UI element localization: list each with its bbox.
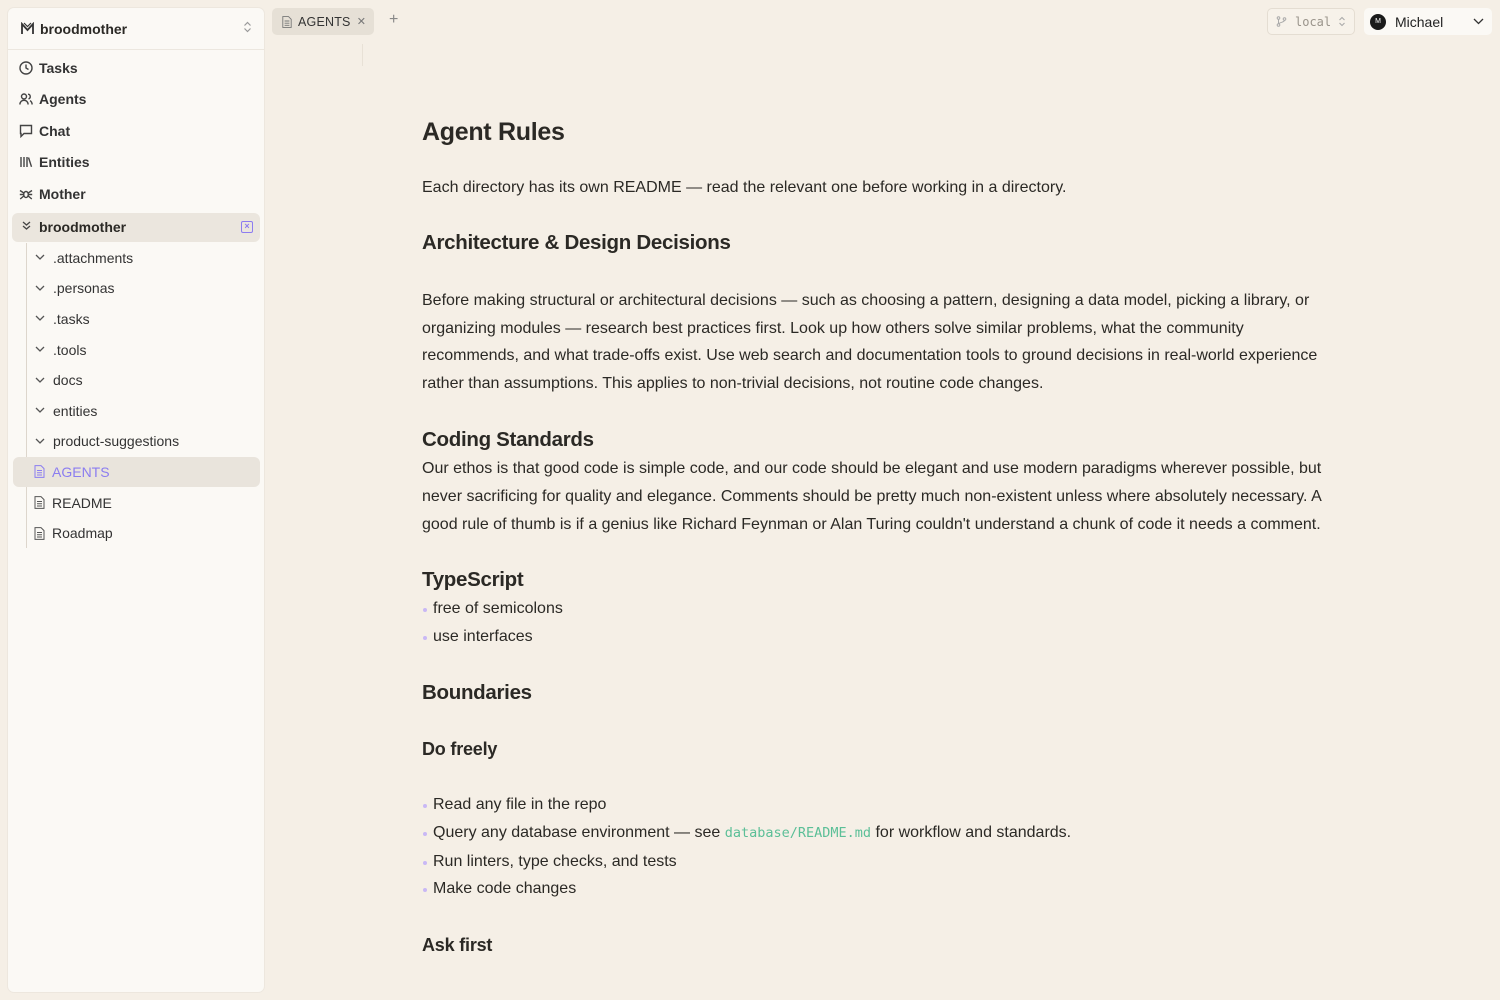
heading-ask-first: Ask first (422, 935, 493, 956)
tree-folder-attachments[interactable] (27, 243, 264, 274)
tree-item-label: .tasks (53, 310, 90, 327)
heading-typescript: TypeScript (422, 568, 524, 592)
list-item-text: Query any database environment — see (433, 823, 725, 841)
avatar: M (1370, 14, 1386, 30)
tree-item-label: docs (53, 372, 83, 389)
tree-item-label: entities (53, 402, 98, 419)
list-item: Run linters, type checks, and tests (422, 848, 1342, 876)
chevron-down-icon (34, 313, 46, 324)
branch-selector[interactable] (1267, 8, 1355, 35)
doc-intro: Each directory has its own README — read the relevant one before working in a directory. (422, 179, 1067, 196)
tree-item-label: README (52, 494, 112, 511)
paragraph-coding-standards: Our ethos is that good code is simple code, and our code should be elegant and use modern paradigms wherever possible, but never sacrificing for quality and elegance. Comments should be pretty much non-existent unless where absolutely necessary. A good rule of thumb is if a genius like Richard Feynman or Alan Turing couldn't understand a chunk of code it needs a comment. (422, 459, 1322, 533)
drag-handle[interactable] (362, 44, 363, 66)
heading-coding-standards: Coding Standards (422, 427, 594, 451)
tree-item-label: .tools (53, 341, 87, 358)
spider-icon (19, 187, 33, 201)
branch-label: local (1295, 14, 1332, 29)
tree-folder-tasks[interactable] (27, 304, 264, 335)
tree-folder-entities[interactable] (27, 395, 264, 426)
nav-item-chat[interactable] (8, 115, 264, 147)
chevron-down-icon (34, 283, 46, 294)
chevron-down-icon (34, 436, 46, 447)
list-item-text: for workflow and standards. (871, 823, 1072, 841)
nav-item-label: Agents (39, 91, 87, 108)
heading-architecture: Architecture & Design Decisions (422, 230, 731, 254)
users-icon (19, 92, 33, 106)
tree-item-label: AGENTS (52, 463, 110, 480)
nav-item-label: Entities (39, 154, 90, 171)
file-tree (26, 243, 264, 549)
close-project-icon[interactable]: × (241, 221, 253, 233)
collapse-chevron-icon[interactable] (19, 220, 33, 234)
workspace-switcher[interactable] (8, 8, 264, 50)
tree-file-readme[interactable] (27, 487, 264, 518)
tree-folder-product-suggestions[interactable] (27, 426, 264, 457)
nav-item-entities[interactable] (8, 147, 264, 179)
updown-chevron-icon (243, 21, 252, 36)
tree-item-label: Roadmap (52, 525, 113, 542)
tab-label: AGENTS (298, 14, 351, 29)
heading-do-freely: Do freely (422, 738, 498, 759)
nav-item-agents[interactable] (8, 84, 264, 116)
nav-item-tasks[interactable] (8, 52, 264, 84)
list-item (422, 819, 1342, 848)
tree-folder-docs[interactable] (27, 365, 264, 396)
doc-title: Agent Rules (422, 118, 565, 146)
list-item: free of semicolons (422, 595, 1342, 623)
do-freely-list (422, 791, 1342, 903)
workspace-name: broodmother (40, 20, 128, 37)
typescript-list (422, 595, 1342, 651)
document-icon (34, 527, 45, 540)
updown-chevron-icon (1338, 16, 1346, 27)
chevron-down-icon (34, 344, 46, 355)
document-editor[interactable] (422, 110, 1342, 957)
paragraph-architecture: Before making structural or architectural decisions — such as choosing a pattern, designing a data model, picking a library, or organizing modules — research best practices first. Look up how others solve similar problems, what the community recommends, and what trade-offs exist. Use web search and documentation tools to ground decisions in real-world experience rather than assumptions. This applies to non-trivial decisions, not routine code changes. (422, 291, 1318, 393)
list-item: Read any file in the repo (422, 791, 1342, 819)
tab-agents[interactable] (272, 8, 374, 35)
clock-icon (19, 61, 33, 75)
tree-item-label: .attachments (53, 249, 134, 266)
nav-item-mother[interactable] (8, 178, 264, 210)
main-nav (8, 50, 264, 210)
new-tab-button[interactable]: + (389, 11, 399, 28)
chevron-down-icon (1473, 18, 1484, 25)
list-item: Make code changes (422, 875, 1342, 903)
chevron-down-icon (34, 405, 46, 416)
chevron-down-icon (34, 252, 46, 263)
tree-root-label: broodmother (39, 219, 127, 235)
readme-code-link[interactable]: database/README.md (724, 824, 872, 841)
document-icon (34, 496, 45, 509)
library-icon (19, 155, 33, 169)
document-icon (282, 16, 292, 28)
list-item: use interfaces (422, 623, 1342, 651)
tree-item-label: product-suggestions (53, 433, 180, 450)
broodmother-logo-icon (20, 22, 34, 36)
nav-item-label: Mother (39, 185, 86, 202)
git-branch-icon (1276, 16, 1287, 27)
chevron-down-icon (34, 375, 46, 386)
tree-folder-tools[interactable] (27, 334, 264, 365)
close-tab-icon[interactable]: ✕ (356, 16, 366, 28)
tree-root-broodmother[interactable] (12, 213, 260, 242)
tree-folder-personas[interactable] (27, 273, 264, 304)
tree-item-label: .personas (53, 280, 115, 297)
nav-item-label: Chat (39, 122, 71, 139)
nav-item-label: Tasks (39, 59, 78, 76)
sidebar (8, 8, 264, 992)
user-name: Michael (1395, 13, 1444, 30)
heading-boundaries: Boundaries (422, 680, 532, 704)
tree-file-agents[interactable] (13, 457, 260, 488)
tree-file-roadmap[interactable] (27, 518, 264, 549)
chat-icon (19, 124, 33, 138)
document-icon (34, 465, 45, 478)
user-menu[interactable] (1364, 8, 1492, 35)
